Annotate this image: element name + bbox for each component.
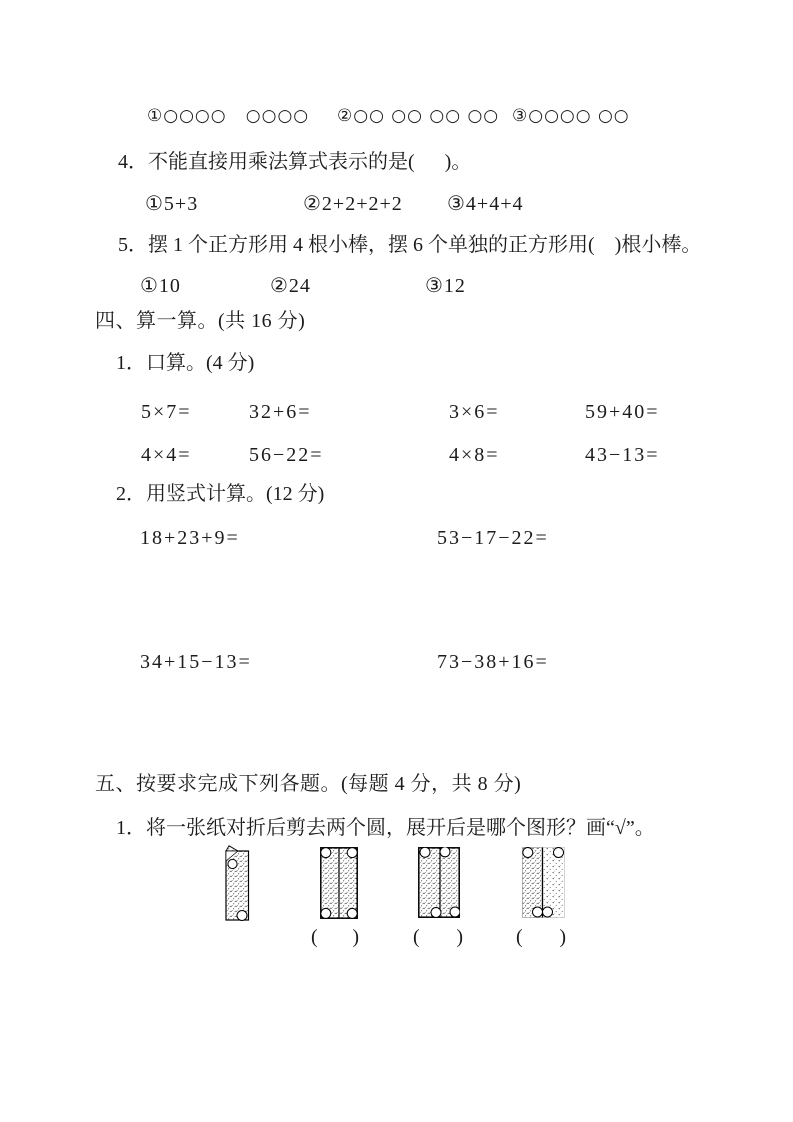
circle-group-option-1: ①○○○○ ○○○○	[147, 106, 310, 126]
unfolded-option-b-figure	[418, 847, 460, 918]
answer-bracket-c	[516, 926, 566, 949]
circle-group-option-2: ②○○ ○○ ○○ ○○	[337, 106, 500, 126]
unfolded-option-a-figure	[320, 847, 358, 919]
section-four-heading: 四、算一算。(共 16 分)	[95, 310, 306, 332]
oral-calc-cell: 56−22=	[249, 444, 324, 466]
oral-calc-cell: 43−13=	[585, 444, 660, 466]
circle-group-option-3: ③○○○○ ○○	[512, 106, 630, 126]
oral-calc-cell: 32+6=	[249, 401, 312, 423]
vertical-calc-cell: 73−38+16=	[437, 651, 549, 673]
answer-bracket-a	[311, 926, 359, 949]
oral-calc-cell: 4×8=	[449, 444, 500, 466]
bracket-close: )	[559, 926, 566, 948]
folded-paper-figure	[225, 845, 250, 922]
vertical-calc-cell: 34+15−13=	[140, 651, 252, 673]
answer-bracket-b	[413, 926, 463, 949]
bracket-open: (	[516, 926, 523, 948]
question-5-prompt: 5．摆 1 个正方形用 4 根小棒，摆 6 个单独的正方形用( )根小棒。	[118, 234, 702, 256]
oral-calc-title: 1．口算。(4 分)	[116, 352, 255, 374]
bracket-close: )	[352, 926, 359, 948]
bracket-open: (	[413, 926, 420, 948]
fold-question-prompt: 1．将一张纸对折后剪去两个圆，展开后是哪个图形？画“√”。	[116, 817, 655, 839]
bracket-open: (	[311, 926, 318, 948]
unfolded-option-c-figure	[522, 847, 565, 918]
question-4-option-1: ①5+3	[145, 193, 199, 215]
question-5-option-2: ②24	[270, 275, 311, 297]
oral-calc-cell: 3×6=	[449, 401, 500, 423]
oral-calc-cell: 4×4=	[141, 444, 192, 466]
vertical-calc-cell: 18+23+9=	[140, 527, 240, 549]
oral-calc-cell: 5×7=	[141, 401, 192, 423]
question-4-option-2: ②2+2+2+2	[303, 193, 403, 215]
question-5-option-3: ③12	[425, 275, 466, 297]
question-4-option-3: ③4+4+4	[447, 193, 524, 215]
oral-calc-cell: 59+40=	[585, 401, 660, 423]
vertical-calc-title: 2．用竖式计算。(12 分)	[116, 483, 325, 505]
question-5-option-1: ①10	[140, 275, 181, 297]
bracket-close: )	[456, 926, 463, 948]
vertical-calc-cell: 53−17−22=	[437, 527, 549, 549]
section-five-heading: 五、按要求完成下列各题。(每题 4 分，共 8 分)	[95, 773, 522, 795]
question-4-prompt: 4．不能直接用乘法算式表示的是( )。	[118, 151, 472, 173]
